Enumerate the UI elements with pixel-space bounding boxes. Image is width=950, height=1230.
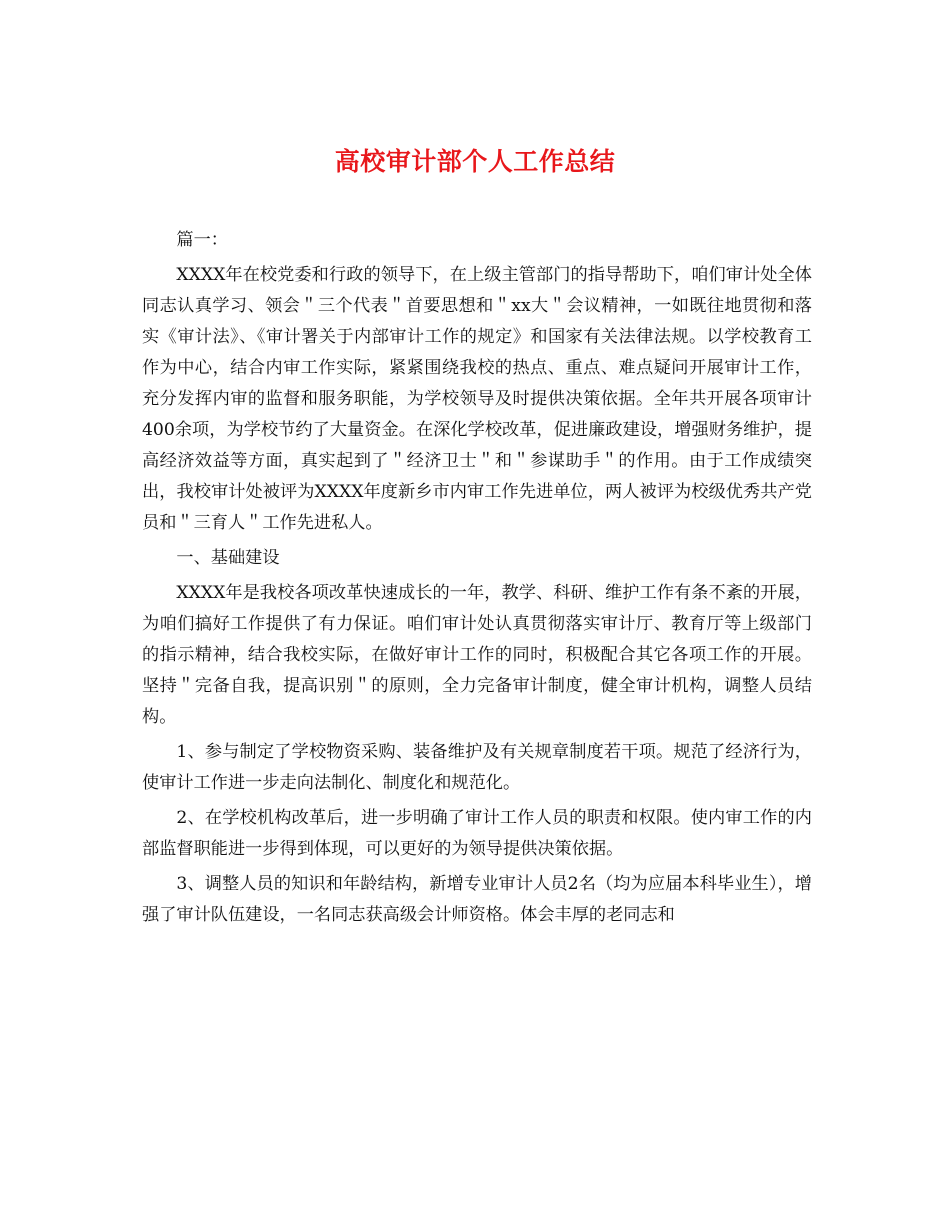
list-item: 2、在学校机构改革后，进一步明确了审计工作人员的职责和权限。使内审工作的内部监督职能进一步得到体现，可以更好的为领导提供决策依据。 [142, 808, 812, 859]
document-body [142, 225, 812, 935]
section-heading: 一、基础建设 [176, 548, 280, 568]
list-item: 1、参与制定了学校物资采购、装备维护及有关规章制度若干项。规范了经济行为，使审计工作进一步走向法制化、制度化和规范化。 [142, 742, 812, 793]
list-item: 3、调整人员的知识和年龄结构，新增专业审计人员2名（均为应届本科毕业生），增强了审计队伍建设，一名同志获高级会计师资格。体会丰厚的老同志和 [142, 874, 812, 925]
paragraph: XXXX年在校党委和行政的领导下，在上级主管部门的指导帮助下，咱们审计处全体同志认真学习、领会＂三个代表＂首要思想和＂xx大＂会议精神，一如既往地贯彻和落实《审计法》、《审计署关于内部审计工作的规定》和国家有关法律法规。以学校教育工作为中心，结合内审工作实际，紧紧围绕我校的热点、重点、难点疑问开展审计工作，充分发挥内审的监督和服务职能，为学校领导及时提供决策依据。全年共开展各项审计400余项，为学校节约了大量资金。在深化学校改革，促进廉政建设，增强财务维护，提高经济效益等方面，真实起到了＂经济卫士＂和＂参谋助手＂的作用。由于工作成绩突出，我校审计处被评为XXXX年度新乡市内审工作先进单位，两人被评为校级优秀共产党员和＂三育人＂工作先进私人。 [142, 265, 812, 533]
document-title: 高校审计部个人工作总结 [334, 147, 616, 176]
section-label: 篇一： [176, 230, 228, 250]
paragraph: XXXX年是我校各项改革快速成长的一年，教学、科研、维护工作有条不紊的开展，为咱们搞好工作提供了有力保证。咱们审计处认真贯彻落实审计厅、教育厅等上级部门的指示精神，结合我校实际，在做好审计工作的同时，积极配合其它各项工作的开展。坚持＂完备自我，提高识别＂的原则，全力完备审计制度，健全审计机构，调整人员结构。 [142, 583, 812, 727]
